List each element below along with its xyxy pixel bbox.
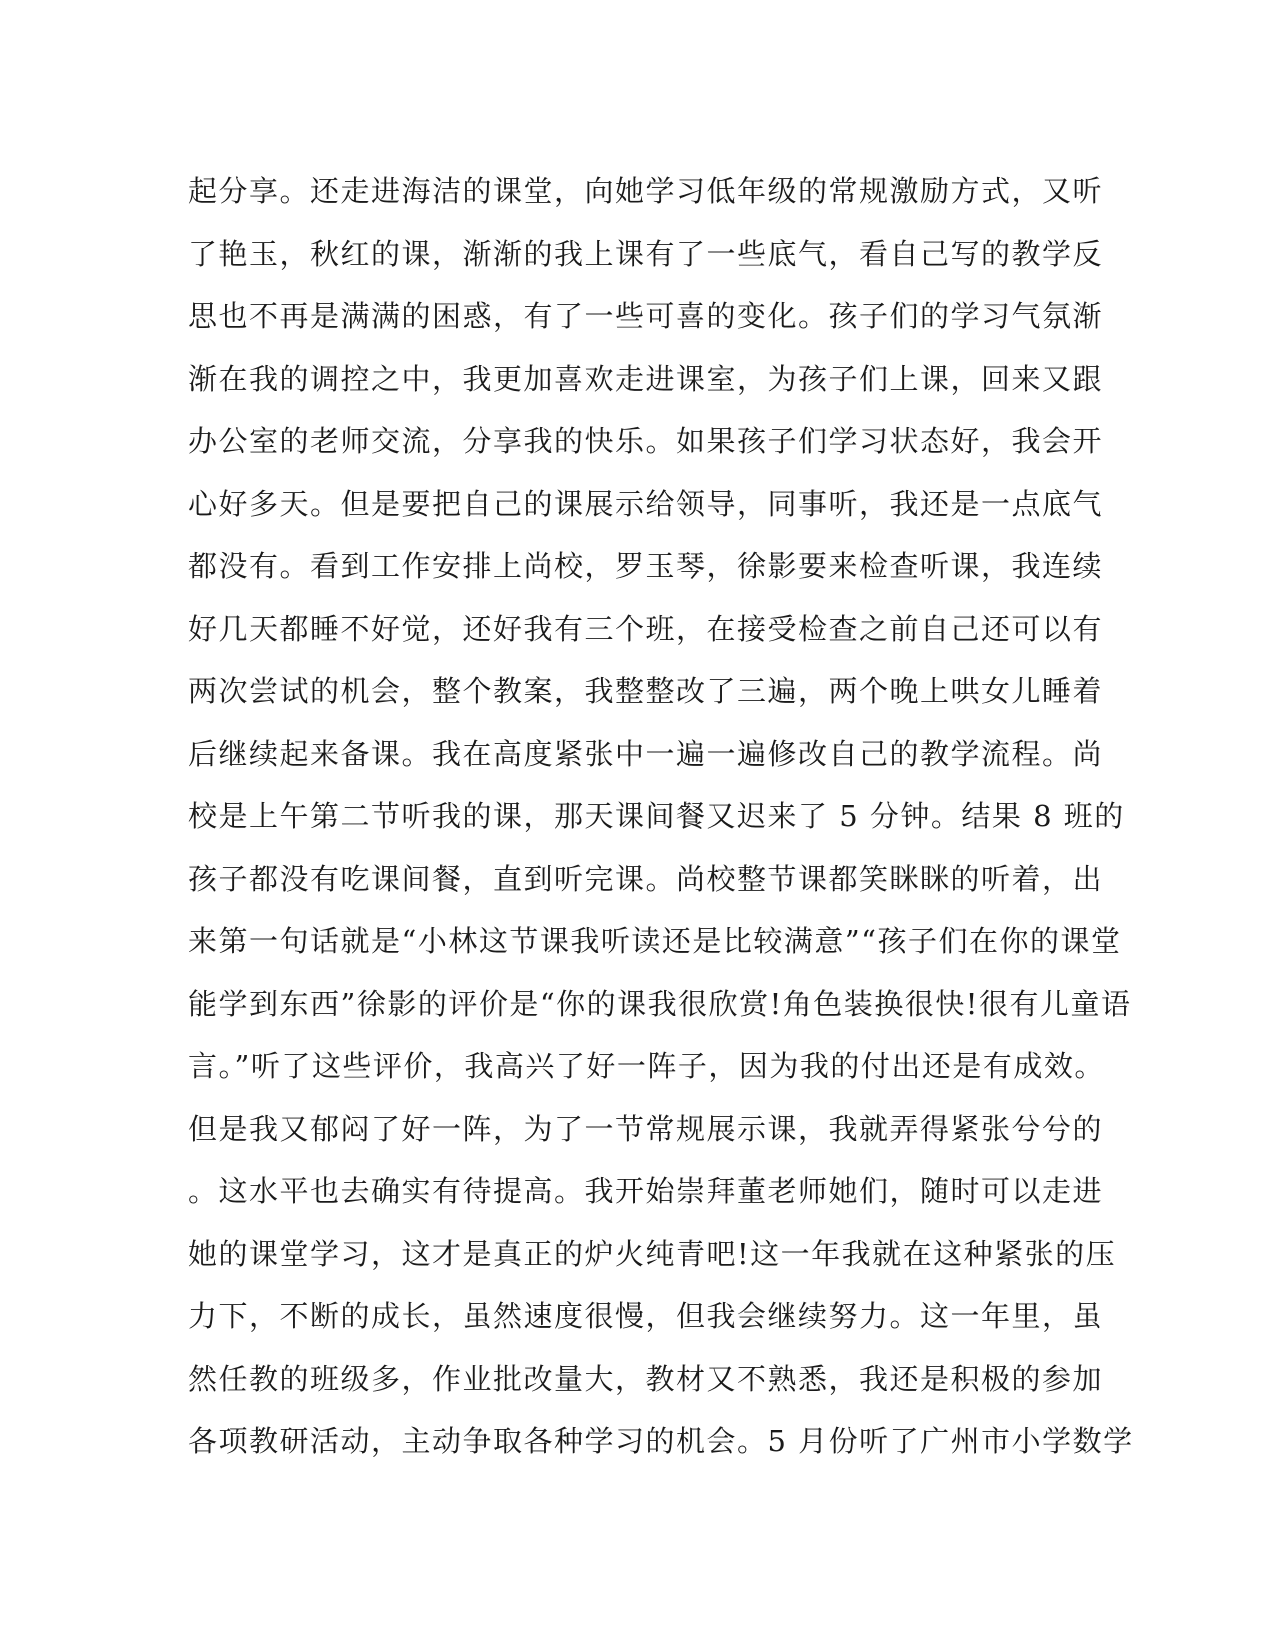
text-line: 渐在我的调控之中，我更加喜欢走进课室，为孩子们上课，回来又跟 (188, 361, 1104, 396)
text-line: 各项教研活动，主动争取各种学习的机会。5 月份听了广州市小学数学 (188, 1424, 1134, 1458)
body-text (188, 160, 1134, 1473)
text-line: 好几天都睡不好觉，还好我有三个班，在接受检查之前自己还可以有 (188, 611, 1104, 646)
text-line: 思也不再是满满的困惑，有了一些可喜的变化。孩子们的学习气氛渐 (188, 299, 1104, 333)
text-line: 都没有。看到工作安排上尚校，罗玉琴，徐影要来检查听课，我连续 (188, 549, 1104, 583)
text-line: 了艳玉，秋红的课，渐渐的我上课有了一些底气，看自己写的教学反 (188, 236, 1104, 271)
text-line: 来第一句话就是“小林这节课我听读还是比较满意”“孩子们在你的课堂 (188, 924, 1122, 958)
text-line: 然任教的班级多，作业批改量大，教材又不熟悉，我还是积极的参加 (188, 1361, 1104, 1396)
text-line: 能学到东西”徐影的评价是“你的课我很欣赏!角色装换很快!很有儿童语 (188, 986, 1132, 1021)
text-line: 心好多天。但是要把自己的课展示给领导，同事听，我还是一点底气 (188, 486, 1104, 521)
text-line: 言。”听了这些评价，我高兴了好一阵子，因为我的付出还是有成效。 (188, 1049, 1105, 1083)
text-line: 后继续起来备课。我在高度紧张中一遍一遍修改自己的教学流程。尚 (188, 736, 1104, 771)
text-line: 校是上午第二节听我的课，那天课间餐又迟来了 5 分钟。结果 8 班的 (188, 799, 1125, 833)
text-line: 力下，不断的成长，虽然速度很慢，但我会继续努力。这一年里，虽 (188, 1299, 1104, 1333)
text-line: 孩子都没有吃课间餐，直到听完课。尚校整节课都笑眯眯的听着，出 (188, 861, 1104, 896)
text-line: 两次尝试的机会，整个教案，我整整改了三遍，两个晚上哄女儿睡着 (188, 674, 1104, 708)
text-line: 。这水平也去确实有待提高。我开始崇拜董老师她们，随时可以走进 (188, 1174, 1104, 1208)
text-line: 起分享。还走进海洁的课堂，向她学习低年级的常规激励方式，又听 (188, 174, 1104, 208)
text-line: 办公室的老师交流，分享我的快乐。如果孩子们学习状态好，我会开 (188, 424, 1104, 458)
text-line: 但是我又郁闷了好一阵，为了一节常规展示课，我就弄得紧张兮兮的 (188, 1111, 1104, 1146)
text-line: 她的课堂学习，这才是真正的炉火纯青吧!这一年我就在这种紧张的压 (188, 1236, 1117, 1271)
